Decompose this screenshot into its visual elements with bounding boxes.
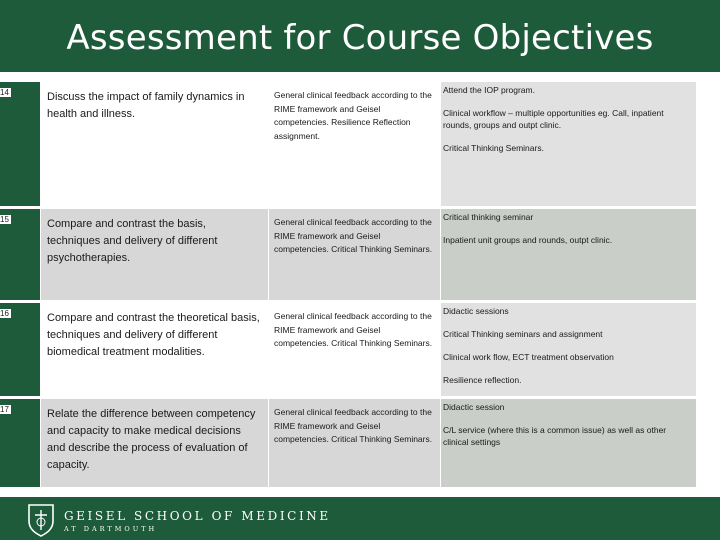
objective-cell	[41, 303, 268, 396]
row-number-cell	[0, 399, 40, 487]
objective-text: Discuss the impact of family dynamics in health and illness.	[47, 91, 245, 120]
objective-cell	[41, 399, 268, 487]
activities-list	[443, 84, 692, 165]
activity-item: Clinical work flow, ECT treatment observation	[443, 352, 614, 362]
activity-item: Inpatient unit groups and rounds, outpt clinic.	[443, 235, 613, 245]
assessment-cell	[269, 303, 440, 396]
row-number-cell	[0, 209, 40, 300]
assessment-text: General clinical feedback according to the RIME framework and Geisel competencies. Critical Thinking Seminars.	[274, 311, 433, 348]
activity-item: Didactic sessions	[443, 306, 509, 316]
objective-text: Compare and contrast the basis, techniques and delivery of different psychotherapies.	[47, 218, 218, 264]
activity-item: C/L service (where this is a common issue) as well as other clinical settings	[443, 425, 667, 447]
activities-list	[443, 401, 692, 459]
table-row	[0, 209, 696, 300]
row-number: 17	[0, 405, 9, 414]
objective-text: Compare and contrast the theoretical basis, techniques and delivery of different biomedical treatment modalities.	[47, 312, 260, 358]
objective-text: Relate the difference between competency and capacity to make medical decisions and describe the process of evaluation of capacity.	[47, 408, 256, 471]
assessment-text: General clinical feedback according to the RIME framework and Geisel competencies. Critical Thinking Seminars.	[274, 217, 433, 254]
activity-item: Didactic session	[443, 402, 505, 412]
page-title: Assessment for Course Objectives	[66, 18, 654, 58]
activity-item: Attend the IOP program.	[443, 85, 535, 95]
row-number: 16	[0, 309, 9, 318]
activity-item: Critical Thinking seminars and assignment	[443, 329, 603, 339]
row-number: 14	[0, 88, 9, 97]
table-row	[0, 303, 696, 396]
row-number-cell	[0, 303, 40, 396]
footer-bar	[0, 497, 720, 540]
header-bar	[0, 0, 720, 72]
row-number: 15	[0, 215, 9, 224]
school-name: GEISEL SCHOOL OF MEDICINE	[64, 509, 331, 523]
table-row	[0, 399, 696, 487]
assessment-cell	[269, 399, 440, 487]
assessment-cell	[269, 82, 440, 206]
table-row	[0, 82, 696, 206]
objective-cell	[41, 82, 268, 206]
objective-cell	[41, 209, 268, 300]
activities-cell	[441, 303, 696, 396]
activity-item: Critical thinking seminar	[443, 212, 534, 222]
activity-item: Clinical workflow – multiple opportunities eg. Call, inpatient rounds, groups and outpt clinic.	[443, 108, 664, 130]
geisel-shield-logo-icon	[26, 503, 56, 537]
activity-item: Critical Thinking Seminars.	[443, 143, 544, 153]
school-subtitle: AT DARTMOUTH	[64, 525, 158, 533]
activity-item: Resilience reflection.	[443, 375, 522, 385]
activities-list	[443, 211, 692, 257]
assessment-text: General clinical feedback according to the RIME framework and Geisel competencies. Critical Thinking Seminars.	[274, 407, 433, 444]
row-number-cell	[0, 82, 40, 206]
assessment-text: General clinical feedback according to the RIME framework and Geisel competencies. Resilience Reflection assignment.	[274, 90, 432, 141]
assessment-cell	[269, 209, 440, 300]
activities-list	[443, 305, 692, 397]
activities-cell	[441, 82, 696, 206]
activities-cell	[441, 209, 696, 300]
activities-cell	[441, 399, 696, 487]
